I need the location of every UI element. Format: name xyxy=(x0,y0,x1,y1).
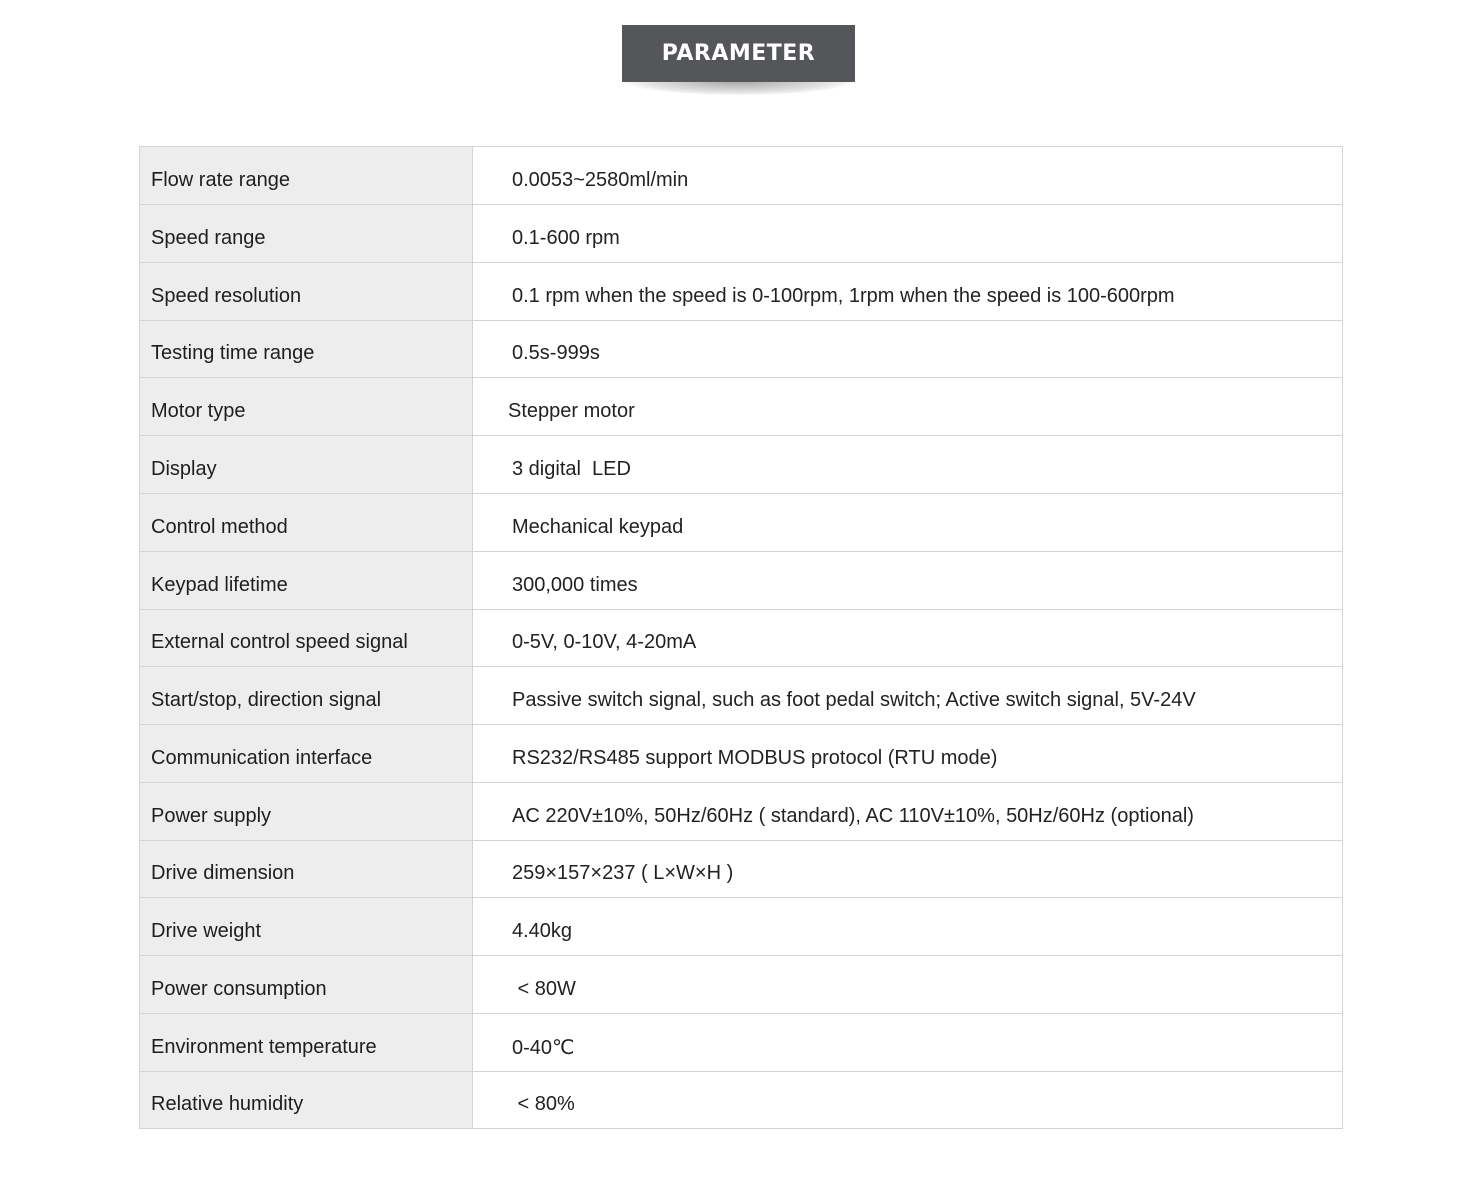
param-value: 0-5V, 0-10V, 4-20mA xyxy=(473,610,1343,667)
param-label: Power supply xyxy=(140,783,473,841)
param-value: < 80W xyxy=(473,956,1343,1014)
param-label: Keypad lifetime xyxy=(140,552,473,610)
param-label: Communication interface xyxy=(140,725,473,783)
param-value: 3 digital LED xyxy=(473,436,1343,494)
param-value: 0.1-600 rpm xyxy=(473,205,1343,263)
param-value: Stepper motor xyxy=(473,378,1343,436)
table-row xyxy=(140,956,1343,1014)
param-label: Motor type xyxy=(140,378,473,436)
param-label: Display xyxy=(140,436,473,494)
section-title: PARAMETER xyxy=(622,25,855,82)
param-label: Start/stop, direction signal xyxy=(140,667,473,725)
table-row xyxy=(140,436,1343,494)
param-value: 0-40℃ xyxy=(473,1014,1343,1072)
table-row xyxy=(140,1072,1343,1129)
param-label: Relative humidity xyxy=(140,1072,473,1129)
header-shadow xyxy=(626,81,851,95)
param-value: 300,000 times xyxy=(473,552,1343,610)
table-row xyxy=(140,205,1343,263)
table-row xyxy=(140,783,1343,841)
param-value: < 80% xyxy=(473,1072,1343,1129)
param-label: External control speed signal xyxy=(140,610,473,667)
param-value: Passive switch signal, such as foot pedal switch; Active switch signal, 5V-24V xyxy=(473,667,1343,725)
section-header xyxy=(622,25,855,97)
param-label: Drive dimension xyxy=(140,841,473,898)
table-row xyxy=(140,321,1343,378)
param-value: 4.40kg xyxy=(473,898,1343,956)
param-label: Testing time range xyxy=(140,321,473,378)
param-label: Speed range xyxy=(140,205,473,263)
param-value: 0.0053~2580ml/min xyxy=(473,147,1343,205)
table-row xyxy=(140,725,1343,783)
table-row xyxy=(140,610,1343,667)
table-row xyxy=(140,1014,1343,1072)
table-row xyxy=(140,898,1343,956)
param-label: Control method xyxy=(140,494,473,552)
table-row xyxy=(140,552,1343,610)
param-value: AC 220V±10%, 50Hz/60Hz ( standard), AC 110V±10%, 50Hz/60Hz (optional) xyxy=(473,783,1343,841)
param-value: RS232/RS485 support MODBUS protocol (RTU mode) xyxy=(473,725,1343,783)
param-value: Mechanical keypad xyxy=(473,494,1343,552)
param-value: 259×157×237 ( L×W×H ) xyxy=(473,841,1343,898)
param-label: Flow rate range xyxy=(140,147,473,205)
param-label: Power consumption xyxy=(140,956,473,1014)
table-row xyxy=(140,147,1343,205)
param-label: Drive weight xyxy=(140,898,473,956)
table-row xyxy=(140,667,1343,725)
param-value: 0.1 rpm when the speed is 0-100rpm, 1rpm when the speed is 100-600rpm xyxy=(473,263,1343,321)
param-label: Speed resolution xyxy=(140,263,473,321)
table-row xyxy=(140,841,1343,898)
param-label: Environment temperature xyxy=(140,1014,473,1072)
parameter-table xyxy=(139,146,1343,1129)
table-row xyxy=(140,263,1343,321)
table-row xyxy=(140,494,1343,552)
param-value: 0.5s-999s xyxy=(473,321,1343,378)
table-row xyxy=(140,378,1343,436)
